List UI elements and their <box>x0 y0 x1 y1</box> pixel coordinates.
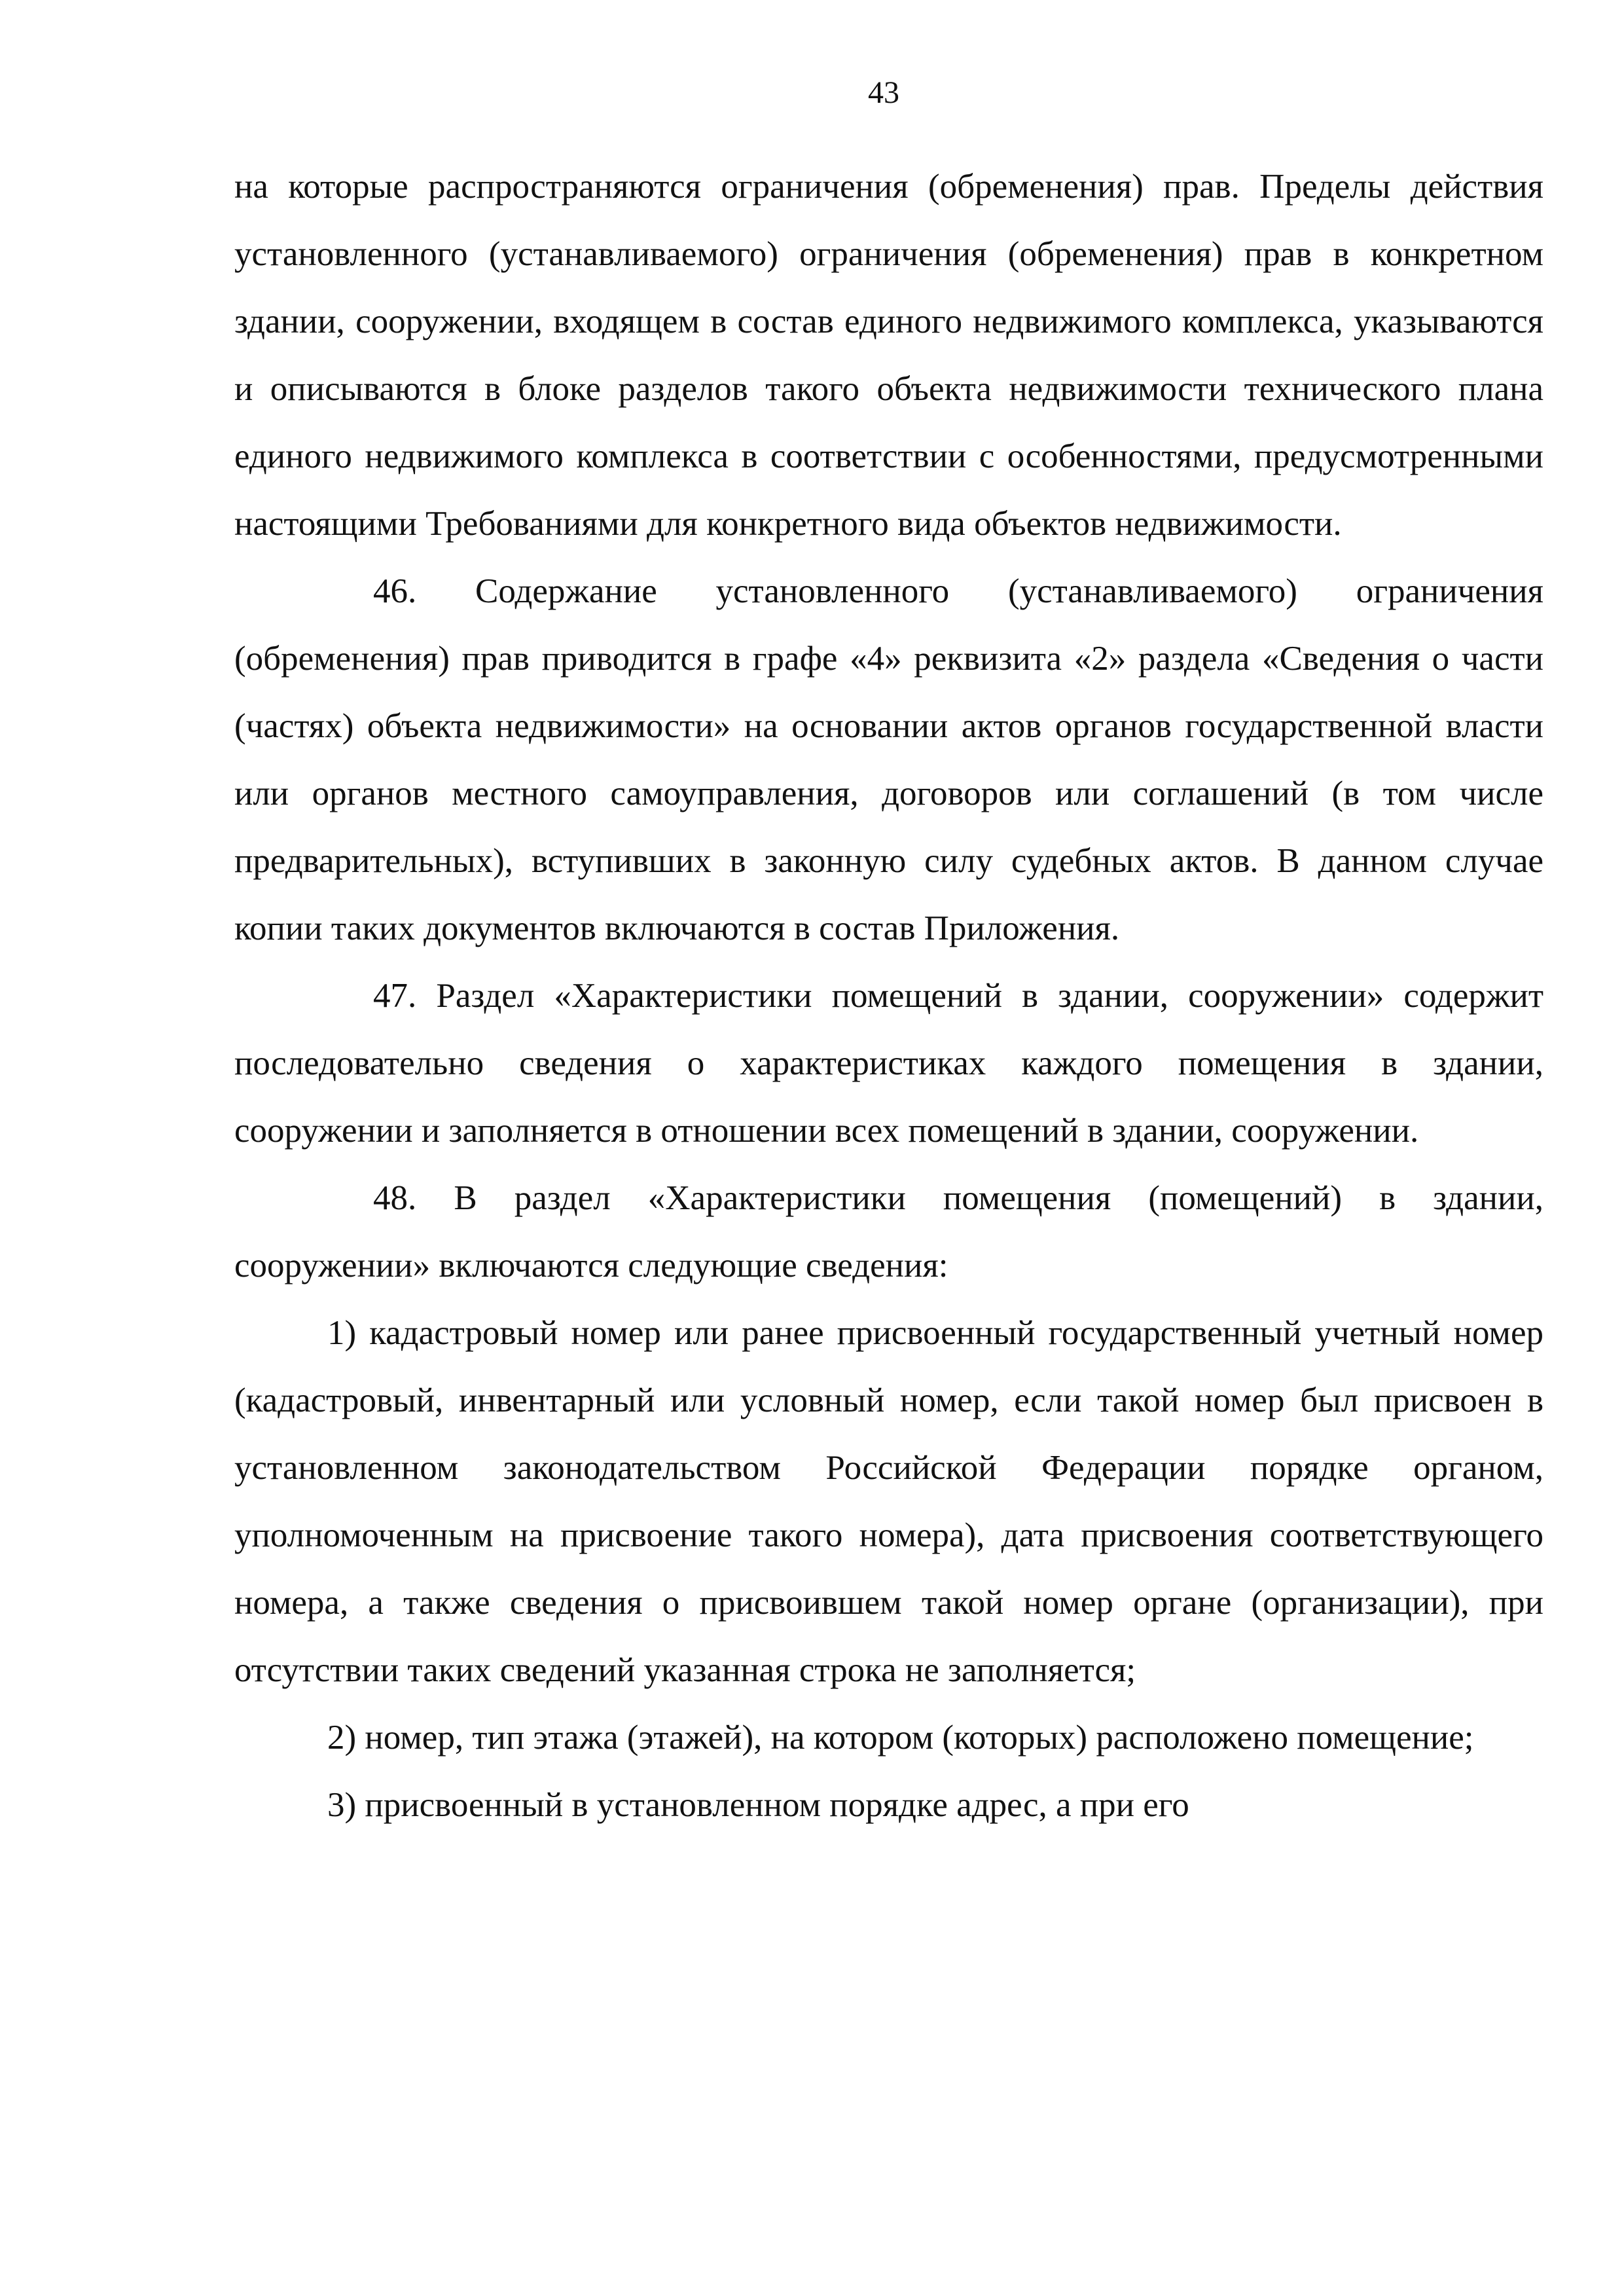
paragraph-item-47: 47. Раздел «Характеристики помещений в здании, сооружении» содержит последовательно сведения о характеристиках каждого помещения в здании, сооружении и заполняется в отношении всех помещений в здании, сооружении. <box>234 977 1543 1150</box>
paragraph-continuation: на которые распространяются ограничения (обременения) прав. Пределы действия установленного (устанавливаемого) ограничения (обременения) прав в конкретном здании, сооружении, входящем в состав единого недвижимого комплекса, указываются и описываются в блоке разделов такого объекта недвижимости технического плана единого недвижимого комплекса в соответствии с особенностями, предусмотренными настоящими Требованиями для конкретного вида объектов недвижимости. <box>234 168 1543 543</box>
document-body <box>234 153 1543 1839</box>
page-number: 43 <box>868 75 899 110</box>
paragraph-item-48: 48. В раздел «Характеристики помещения (помещений) в здании, сооружении» включаются следующие сведения: <box>234 1179 1543 1285</box>
paragraph-item-48-1: 1) кадастровый номер или ранее присвоенный государственный учетный номер (кадастровый, инвентарный или условный номер, если такой номер был присвоен в установленном законодательством Российской Федерации порядке органом, уполномоченным на присвоение такого номера), дата присвоения соответствующего номера, а также сведения о присвоившем такой номер органе (организации), при отсутствии таких сведений указанная строка не заполняется; <box>234 1314 1543 1689</box>
paragraph-item-48-2: 2) номер, тип этажа (этажей), на котором (которых) расположено помещение; <box>327 1719 1474 1757</box>
paragraph-item-46: 46. Содержание установленного (устанавливаемого) ограничения (обременения) прав приводится в графе «4» реквизита «2» раздела «Сведения о части (частях) объекта недвижимости» на основании актов органов государственной власти или органов местного самоуправления, договоров или соглашений (в том числе предварительных), вступивших в законную силу судебных актов. В данном случае копии таких документов включаются в состав Приложения. <box>234 572 1543 947</box>
paragraph-item-48-3: 3) присвоенный в установленном порядке адрес, а при его <box>327 1786 1189 1824</box>
